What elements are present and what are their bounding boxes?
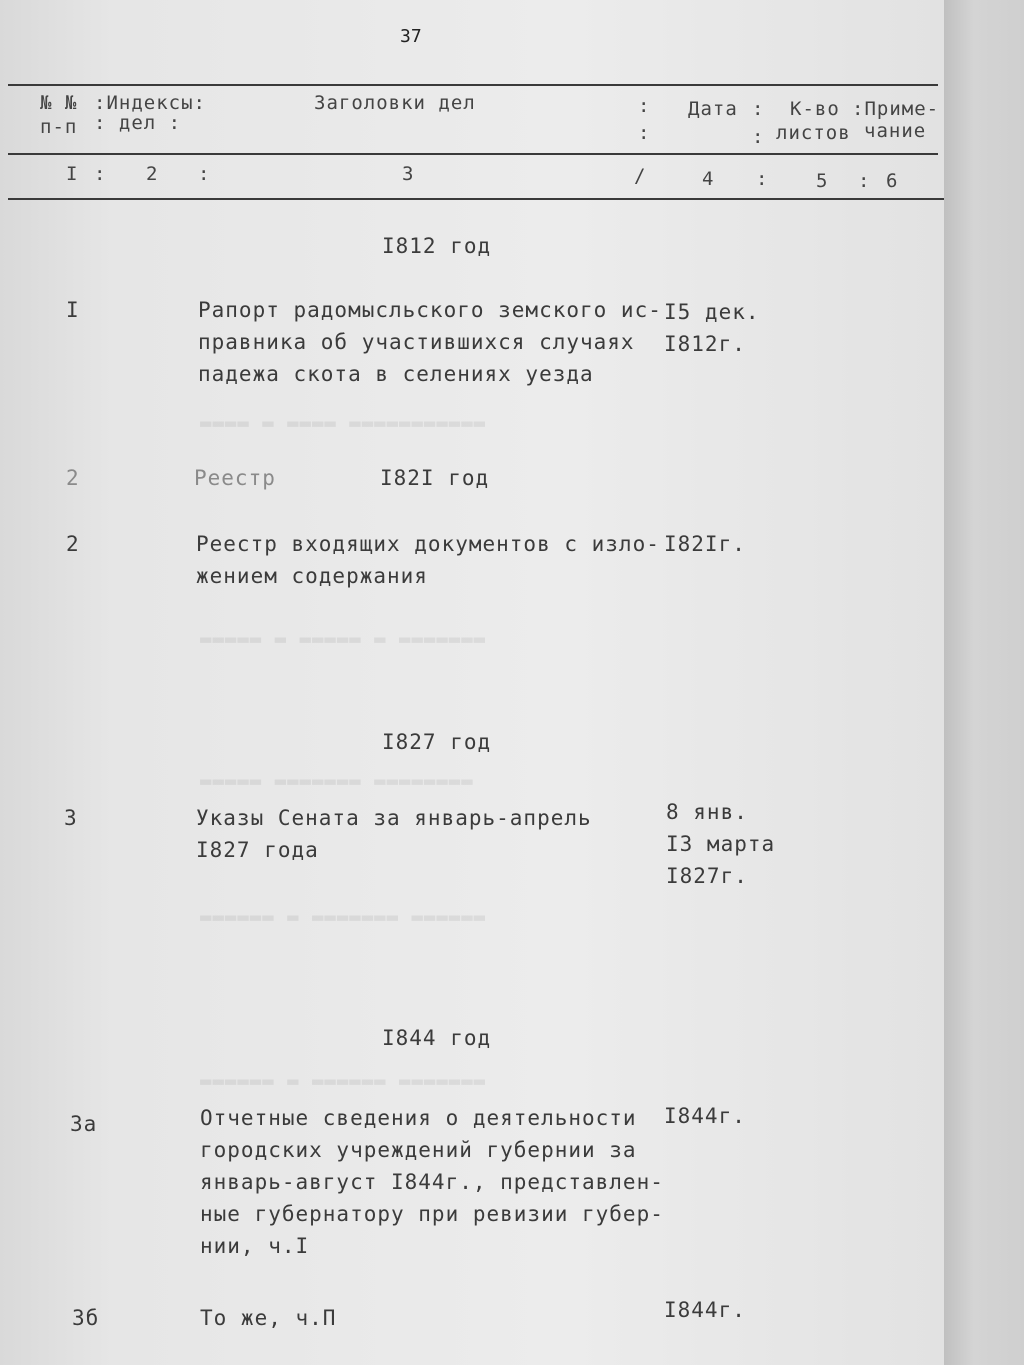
show-through-text: ▬▬▬▬▬ ▬ ▬▬▬▬▬ ▬ ▬▬▬▬▬▬▬ bbox=[200, 628, 487, 650]
col-number-2: 2 bbox=[146, 163, 159, 185]
header-bottom-rule bbox=[8, 198, 944, 200]
col-index-label-2: : дел : bbox=[94, 112, 182, 134]
col-num-label-2: п-п bbox=[40, 116, 78, 138]
underlying-sheet-edge bbox=[940, 0, 1024, 1365]
record-title-line: I827 года bbox=[196, 838, 319, 862]
col-date-label: Дата bbox=[688, 98, 738, 120]
record-title-line: январь-август I844г., представлен- bbox=[200, 1170, 664, 1194]
page-number: 37 bbox=[400, 26, 422, 47]
show-through-text: ▬▬▬▬▬▬ ▬ ▬▬▬▬▬▬▬ ▬▬▬▬▬▬ bbox=[200, 906, 487, 928]
record-title-line: правника об участившихся случаях bbox=[198, 330, 635, 354]
record-title-line: Отчетные сведения о деятельности bbox=[200, 1106, 637, 1130]
col-number-3: 3 bbox=[402, 163, 415, 185]
record-number: 2 bbox=[66, 532, 80, 556]
col-separator: : bbox=[858, 170, 871, 192]
col-title-label: Заголовки дел bbox=[314, 92, 476, 114]
col-num-label-1: № № bbox=[40, 92, 78, 114]
col-separator: : bbox=[198, 163, 211, 185]
record-title-line: нии, ч.I bbox=[200, 1234, 310, 1258]
record-title-line: падежа скота в селениях уезда bbox=[198, 362, 594, 386]
show-through-text: ▬▬▬▬ ▬ ▬▬▬▬ ▬▬▬▬▬▬▬▬▬▬▬ bbox=[200, 412, 487, 434]
col-sheets-label-2: листов bbox=[776, 122, 851, 144]
struck-record-number: 2 bbox=[66, 466, 80, 490]
struck-record-text: Реестр bbox=[194, 466, 276, 490]
col-separator: : bbox=[638, 122, 651, 144]
record-date-line: I844г. bbox=[664, 1104, 746, 1128]
col-separator: : bbox=[752, 126, 765, 148]
record-date-line: I827г. bbox=[666, 864, 748, 888]
record-title-line: Указы Сената за январь-апрель bbox=[196, 806, 592, 830]
col-note-label-2: чание bbox=[864, 120, 927, 142]
record-date-line: I3 марта bbox=[666, 832, 776, 856]
record-number: 3б bbox=[72, 1306, 100, 1330]
record-date-line: I5 дек. bbox=[664, 300, 760, 324]
record-date-line: I812г. bbox=[664, 332, 746, 356]
record-title-line: То же, ч.П bbox=[200, 1306, 337, 1330]
show-through-text: ▬▬▬▬▬ ▬▬▬▬▬▬▬ ▬▬▬▬▬▬▬▬ bbox=[200, 770, 474, 792]
col-number-6: 6 bbox=[886, 170, 899, 192]
header-top-rule bbox=[8, 84, 938, 86]
record-date-line: 8 янв. bbox=[666, 800, 748, 824]
col-sheets-label-1: К-во bbox=[790, 98, 840, 120]
record-date-line: I844г. bbox=[664, 1298, 746, 1322]
year-heading: I82I год bbox=[380, 466, 490, 490]
record-title-line: Реестр входящих документов с изло- bbox=[196, 532, 660, 556]
col-number-5: 5 bbox=[816, 170, 829, 192]
record-title-line: жением содержания bbox=[196, 564, 428, 588]
record-title-line: городских учреждений губернии за bbox=[200, 1138, 637, 1162]
record-title-line: ные губернатору при ревизии губер- bbox=[200, 1202, 664, 1226]
year-heading: I844 год bbox=[382, 1026, 492, 1050]
record-number: I bbox=[66, 298, 80, 322]
col-index-label-1: :Индексы: bbox=[94, 92, 206, 114]
col-number-4: 4 bbox=[702, 168, 715, 190]
record-number: 3 bbox=[64, 806, 78, 830]
col-separator: : bbox=[752, 98, 765, 120]
year-heading: I827 год bbox=[382, 730, 492, 754]
col-separator: : bbox=[756, 168, 769, 190]
record-number: 3а bbox=[70, 1112, 98, 1136]
col-separator: / bbox=[634, 165, 647, 187]
record-date-line: I82Iг. bbox=[664, 532, 746, 556]
col-note-label-1: :Приме- bbox=[852, 98, 940, 120]
show-through-text: ▬▬▬▬▬▬ ▬ ▬▬▬▬▬▬ ▬▬▬▬▬▬▬ bbox=[200, 1070, 487, 1092]
col-separator: : bbox=[638, 95, 651, 117]
year-heading: I812 год bbox=[382, 234, 492, 258]
record-title-line: Рапорт радомысльского земского ис- bbox=[198, 298, 662, 322]
col-separator: : bbox=[94, 163, 107, 185]
col-number-1: I bbox=[66, 163, 79, 185]
header-middle-rule bbox=[8, 153, 938, 155]
